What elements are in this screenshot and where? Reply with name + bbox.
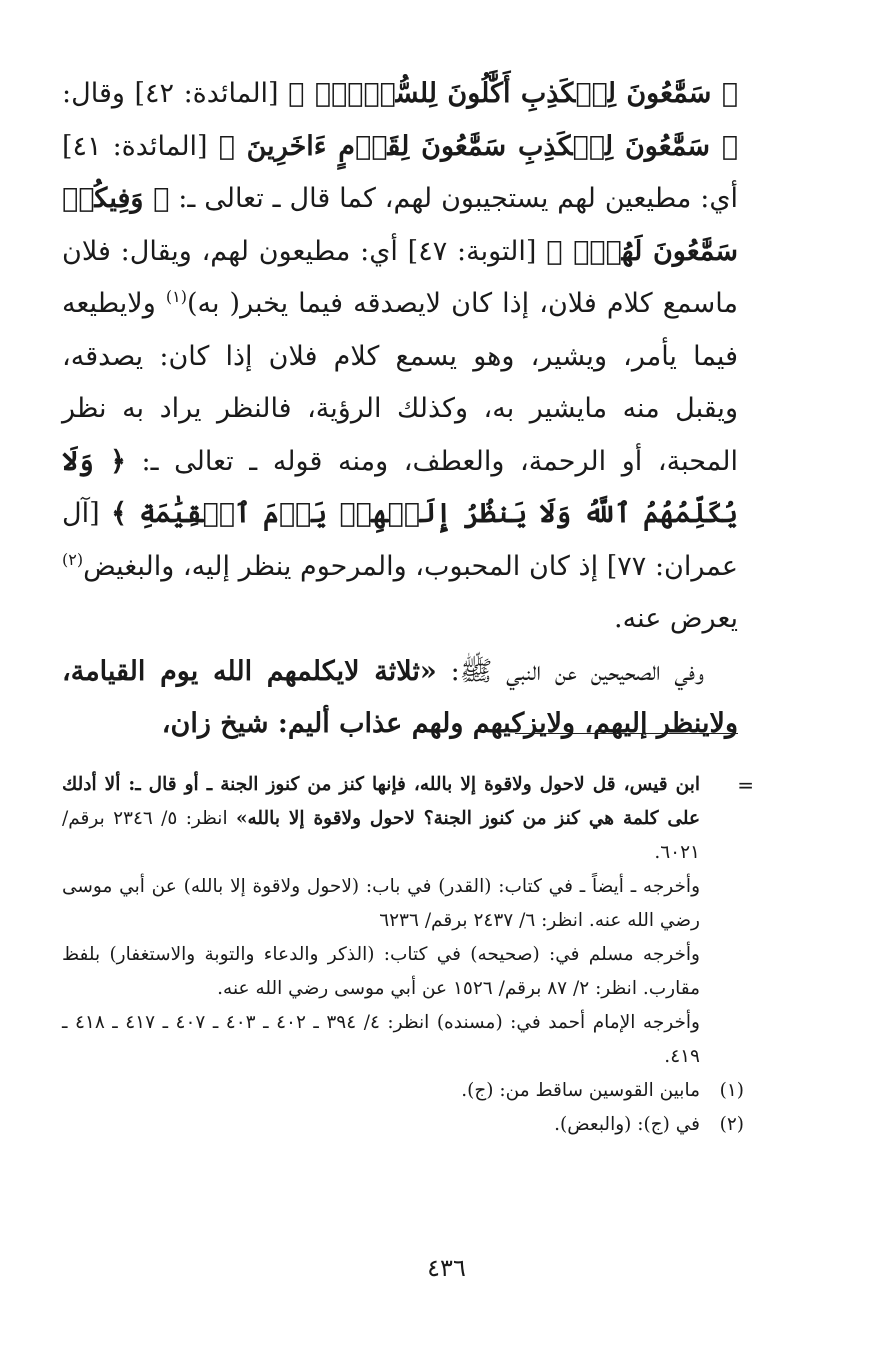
text-segment: وفي الصحيحين عن النبي ﷺ: <box>436 655 704 687</box>
quran-verse: ﴿ وَلَا يُكَلِّمُهُمُ ٱللَّهُ وَلَا يَنظُرُ إِلَيۡهِمۡ يَوۡمَ ٱلۡقِيَٰمَةِ ﴾ <box>62 445 738 529</box>
footnotes <box>62 768 754 1142</box>
footnote-ref-2: (٢) <box>62 549 84 569</box>
footnote-text: في (ج): (والبعض). <box>554 1114 700 1135</box>
paragraph-2 <box>62 646 738 751</box>
text-segment: [المائدة: ٤٢] وقال: <box>62 78 289 109</box>
footnote-2 <box>62 1108 754 1142</box>
main-text <box>62 68 738 751</box>
text-segment: ولايطيعه فيما يأمر، ويشير، وهو يسمع كلام فلان إذا كان: يصدقه، ويقبل منه مايشير به، وكذلك الرؤية، فالنظر يراد به نظر المحبة، أو الرحمة، والعطف، ومنه قوله ـ تعالى ـ: <box>62 288 738 477</box>
text-segment: [المائدة: ٤١] أي: مطيعين لهم يستجيبون لهم، كما قال ـ تعالى ـ: <box>62 130 738 214</box>
quran-verse: ﴿ سَمَّٰعُونَ لِلۡكَذِبِ سَمَّٰعُونَ لِقَوۡمٍ ءَاخَرِينَ ﴾ <box>218 130 738 162</box>
footnote-note: وأخرجه الإمام أحمد في: (مسنده) انظر: ٤/ ٣٩٤ ـ ٤٠٢ ـ ٤٠٣ ـ ٤٠٧ ـ ٤١٧ ـ ٤١٨ ـ ٤١٩. <box>62 1012 700 1067</box>
footnote-ref-1: (١) <box>165 287 187 306</box>
footnote-1 <box>62 1074 754 1108</box>
footnote-number: (٢) <box>719 1114 744 1135</box>
page-number: ٤٣٦ <box>427 1254 466 1282</box>
footnote-text: مابين القوسين ساقط من: (ج). <box>461 1080 700 1101</box>
footnote-continuation <box>62 768 754 870</box>
footnote-note: وأخرجه ـ أيضاً ـ في كتاب: (القدر) في باب: (لاحول ولاقوة إلا بالله) عن أبي موسى رضي الله عنه. انظر: ٦/ ٢٤٣٧ برقم/ ٦٢٣٦ <box>62 876 700 931</box>
paragraph-1 <box>62 68 738 646</box>
quran-verse: ﴿ وَفِيكُمۡ سَمَّٰعُونَ لَهُمۡۗ ﴾ <box>62 183 739 267</box>
footnote-number: (١) <box>719 1080 744 1101</box>
continuation-mark: = <box>737 773 754 797</box>
quran-verse: ﴿ سَمَّٰعُونَ لِلۡكَذِبِ أَكَّٰلُونَ لِلسُّحۡتِۚ ﴾ <box>288 78 738 109</box>
text-segment: [التوبة: ٤٧] أي: مطيعون لهم، ويقال: فلان ماسمع كلام فلان، إذا كان لايصدقه فيما يخبر( به) <box>62 235 738 319</box>
footnote-text: انظر: ٥/ ٢٣٤٦ برقم/ ٦٠٢١. <box>62 808 700 863</box>
text-segment: يعرض عنه. <box>614 603 738 634</box>
footnote-bold-text: ابن قيس، قل لاحول ولاقوة إلا بالله، فإنها كنز من كنوز الجنة ـ أو قال ـ: ألا أدلك على كلمة هي كنز من كنوز الجنة؟ لاحول ولاقوة إلا بالله» <box>62 774 700 829</box>
footnote-separator <box>515 733 738 734</box>
text-segment: [آل عمران: ٧٧] إذ كان المحبوب، والمرحوم ينظر إليه، والبغيض <box>62 498 738 582</box>
hadith-quote: «ثلاثة لايكلمهم الله يوم القيامة، ولاينظر إليهم، ولايزكيهم ولهم عذاب أليم: شيخ زان، <box>62 655 738 739</box>
footnote-note: وأخرجه مسلم في: (صحيحه) في كتاب: (الذكر والدعاء والتوبة والاستغفار) بلفظ مقارب. انظر: ٢/ ٨٧ برقم/ ١٥٢٦ عن أبي موسى رضي الله عنه. <box>62 944 700 999</box>
